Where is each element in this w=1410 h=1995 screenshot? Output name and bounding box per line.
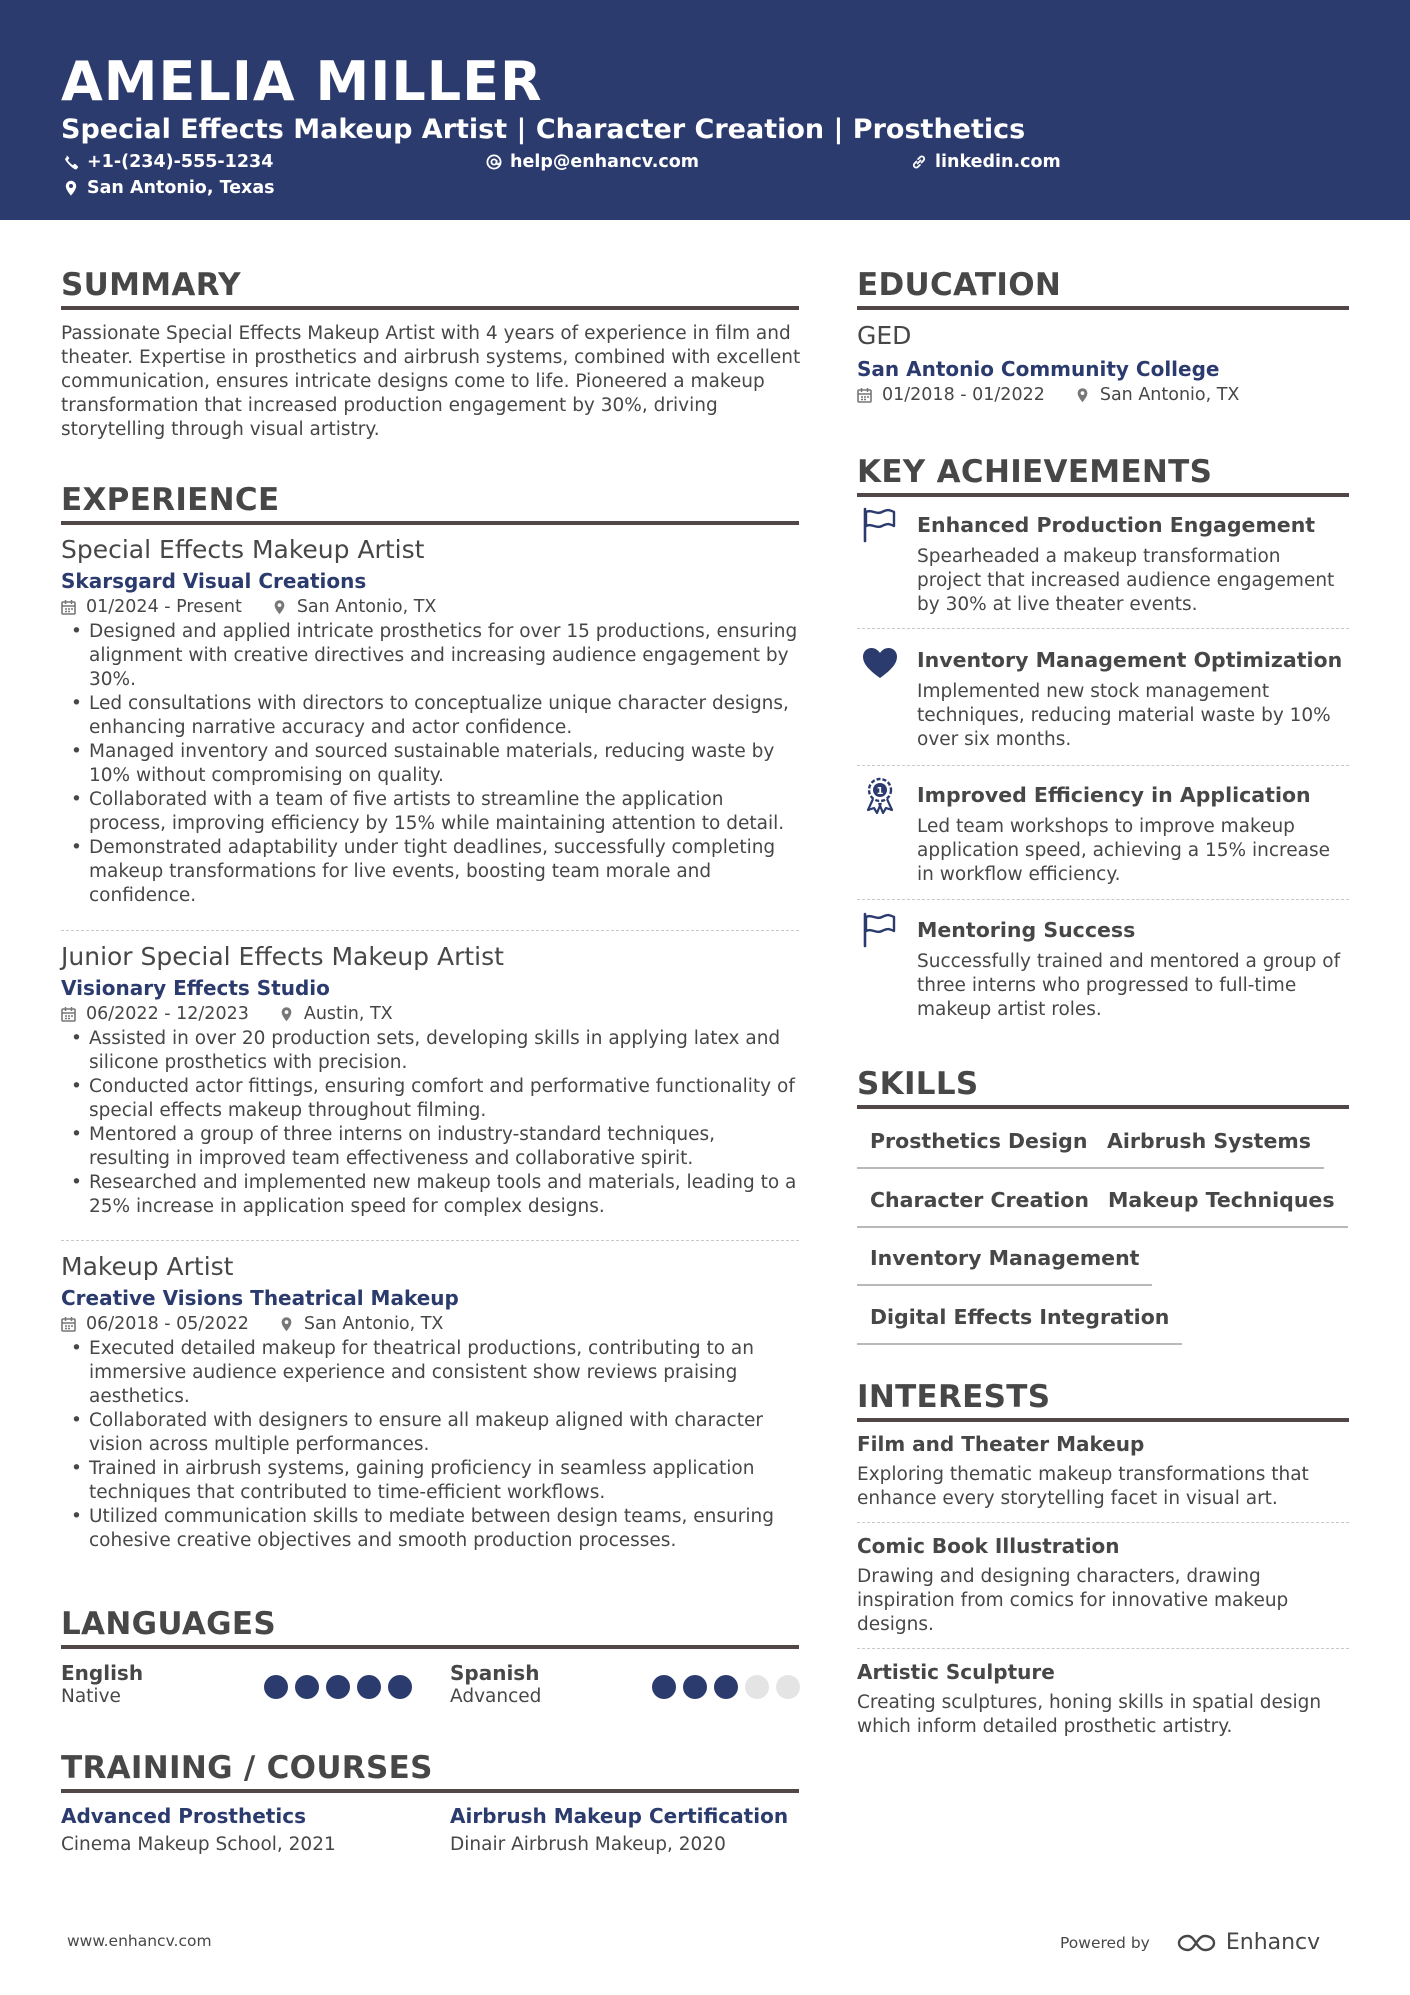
interests-heading: INTERESTS [857,1379,1051,1415]
interest-item [857,1533,1349,1637]
training-rule [61,1789,799,1793]
powered-by-text: Powered by [1060,1933,1150,1952]
language-item [450,1661,541,1709]
job-location: Austin, TX [303,1004,393,1024]
candidate-name: AMELIA MILLER [61,50,543,113]
job-meta [61,596,801,618]
summary-text: Passionate Special Effects Makeup Artist with 4 years of experience in film and theater. Expertise in prosthetics and airbrush systems, combined with excellent communication, ensures intricate designs come to life. Pioneered a makeup transformation that increased production engagement by 30%, driving storytelling through visual artistry. [61,323,801,440]
email-text: help@enhancv.com [510,152,700,172]
experience-rule [61,521,799,525]
contact-location [63,176,275,200]
job-bullets [61,1027,801,1219]
education-degree: GED [857,321,912,350]
language-name: Spanish [450,1661,540,1685]
list-item: • Trained in airbrush systems, gaining proficiency in seamless application techniques that contributed to time-efficient workflows. [61,1457,801,1505]
achievement-text: Implemented new stock management techniques, reducing material waste by 10% over six months. [917,681,1331,750]
achievement-divider [857,765,1349,766]
education-school: San Antonio Community College [857,357,1220,381]
achievement-title: Improved Efficiency in Application [917,783,1311,807]
languages-heading: LANGUAGES [61,1606,276,1642]
language-item [61,1661,143,1709]
skill-tag: Character Creation [857,1187,1102,1228]
language-rating [264,1675,419,1699]
list-item: • Utilized communication skills to mediate between design teams, ensuring cohesive creative objectives and smooth production processes. [61,1505,801,1553]
flag-icon [860,505,900,545]
interest-item [857,1431,1349,1511]
achievements-rule [857,493,1349,497]
job-role: Special Effects Makeup Artist [61,535,425,564]
achievement-divider [857,628,1349,629]
job-role: Junior Special Effects Makeup Artist [61,942,504,971]
job-dates: 06/2022 - 12/2023 [86,1004,249,1024]
candidate-title: Special Effects Makeup Artist | Character Creation | Prosthetics [61,114,1026,145]
job-meta [61,1313,801,1335]
footer-branding[interactable] [1060,1930,1320,1955]
map-pin-icon [279,1006,294,1022]
interest-title: Film and Theater Makeup [857,1432,1145,1456]
skill-tag: Digital Effects Integration [857,1304,1182,1345]
map-pin-icon [1075,387,1090,403]
rating-dot-filled [714,1675,738,1699]
skill-tag: Airbrush Systems [1094,1128,1324,1169]
svg-text:1: 1 [876,786,884,797]
rating-dot-filled [295,1675,319,1699]
list-item: • Designed and applied intricate prosthetics for over 15 productions, ensuring alignment with creative directives and increasing audience engagement by 30%. [61,620,801,692]
achievement-text: Spearheaded a makeup transformation project that increased audience engagement by 30% at live theater events. [917,546,1335,615]
course-item [450,1803,788,1857]
calendar-icon [61,1006,76,1022]
interest-divider [857,1522,1349,1523]
rating-dot-filled [264,1675,288,1699]
rating-dot-filled [652,1675,676,1699]
calendar-icon [61,599,76,615]
at-icon [486,154,502,170]
interest-title: Artistic Sculpture [857,1660,1055,1684]
linkedin-text: linkedin.com [935,152,1061,172]
rating-dot-empty [745,1675,769,1699]
languages-rule [61,1645,799,1649]
job-divider [61,1240,799,1241]
experience-heading: EXPERIENCE [61,482,280,518]
education-entry [857,320,1349,406]
interest-text: Exploring thematic makeup transformations that enhance every storytelling facet in visual art. [857,1464,1309,1509]
job-divider [61,930,799,931]
list-item: • Demonstrated adaptability under tight deadlines, successfully completing makeup transformations for live events, boosting team morale and confidence. [61,836,801,908]
education-location: San Antonio, TX [1099,385,1240,405]
course-detail: Dinair Airbrush Makeup, 2020 [450,1834,726,1855]
skill-tag: Inventory Management [857,1245,1152,1286]
education-heading: EDUCATION [857,267,1062,303]
footer-website[interactable]: www.enhancv.com [67,1932,212,1950]
list-item: • Collaborated with a team of five artists to streamline the application process, improving efficiency by 15% while maintaining attention to detail. [61,788,801,836]
experience-entry [61,1251,801,1553]
location-text: San Antonio, Texas [87,178,275,198]
brand-name: Enhancv [1225,1930,1321,1955]
map-pin-icon [279,1316,294,1332]
experience-entry [61,534,801,908]
map-pin-icon [63,180,79,196]
achievement-title: Inventory Management Optimization [917,648,1343,672]
achievement-title: Mentoring Success [917,918,1136,942]
course-title: Advanced Prosthetics [61,1804,306,1828]
rating-dot-filled [683,1675,707,1699]
map-pin-icon [272,599,287,615]
contact-phone[interactable] [63,150,273,174]
job-company: Creative Visions Theatrical Makeup [61,1286,459,1310]
job-company: Skarsgard Visual Creations [61,569,367,593]
job-role: Makeup Artist [61,1252,234,1281]
calendar-icon [61,1316,76,1332]
calendar-icon [857,387,872,403]
list-item: • Researched and implemented new makeup tools and materials, leading to a 25% increase in application speed for complex designs. [61,1171,801,1219]
education-dates: 01/2018 - 01/2022 [882,385,1045,405]
interest-text: Creating sculptures, honing skills in spatial design which inform detailed prosthetic artistry. [857,1692,1322,1737]
phone-icon [63,154,79,170]
enhancv-logo-icon [1176,1931,1222,1955]
achievement-text: Led team workshops to improve makeup application speed, achieving a 15% increase in workflow efficiency. [917,816,1330,885]
course-title: Airbrush Makeup Certification [450,1804,789,1828]
achievements-heading: KEY ACHIEVEMENTS [857,454,1213,490]
list-item: • Mentored a group of three interns on industry-standard techniques, resulting in improved team effectiveness and collaborative spirit. [61,1123,801,1171]
course-detail: Cinema Makeup School, 2021 [61,1834,336,1855]
award-ribbon-icon [860,775,900,815]
interests-rule [857,1418,1349,1422]
interest-text: Drawing and designing characters, drawing inspiration from comics for innovative makeup designs. [857,1566,1289,1635]
skill-tag: Prosthetics Design [857,1128,1100,1169]
achievement-item [917,512,1349,617]
link-icon [911,154,927,170]
list-item: • Led consultations with directors to conceptualize unique character designs, enhancing narrative accuracy and actor confidence. [61,692,801,740]
job-dates: 01/2024 - Present [86,597,242,617]
achievement-item [917,647,1349,752]
achievement-text: Successfully trained and mentored a group of three interns who progressed to full-time makeup artist roles. [917,951,1341,1020]
phone-text: +1-(234)-555-1234 [87,152,274,172]
job-bullets [61,1337,801,1553]
summary-heading: SUMMARY [61,267,241,303]
list-item: • Managed inventory and sourced sustainable materials, reducing waste by 10% without compromising on quality. [61,740,801,788]
job-bullets [61,620,801,908]
achievement-item [917,917,1349,1022]
course-item [61,1803,336,1857]
summary-rule [61,306,799,310]
contact-linkedin[interactable] [911,150,1061,174]
achievement-item [917,782,1349,887]
education-meta [857,384,1349,406]
language-name: English [61,1661,144,1685]
rating-dot-filled [357,1675,381,1699]
achievement-title: Enhanced Production Engagement [917,513,1316,537]
interest-divider [857,1648,1349,1649]
list-item: • Collaborated with designers to ensure all makeup aligned with character vision across multiple performances. [61,1409,801,1457]
list-item: • Assisted in over 20 production sets, developing skills in applying latex and silicone prosthetics with precision. [61,1027,801,1075]
rating-dot-filled [388,1675,412,1699]
interest-title: Comic Book Illustration [857,1534,1120,1558]
achievement-divider [857,899,1349,900]
language-level: Advanced [450,1686,542,1707]
skill-tag: Makeup Techniques [1095,1187,1348,1228]
flag-icon [860,910,900,950]
list-item: • Conducted actor fittings, ensuring comfort and performative functionality of special effects makeup throughout filming. [61,1075,801,1123]
rating-dot-empty [776,1675,800,1699]
rating-dot-filled [326,1675,350,1699]
heart-icon [860,643,900,683]
list-item: • Executed detailed makeup for theatrical productions, contributing to an immersive audience experience and consistent show reviews praising aesthetics. [61,1337,801,1409]
interest-item [857,1659,1349,1739]
skills-heading: SKILLS [857,1066,979,1102]
skills-rule [857,1105,1349,1109]
job-meta [61,1003,801,1025]
language-rating [652,1675,807,1699]
job-location: San Antonio, TX [303,1314,444,1334]
resume-header [0,0,1410,220]
experience-entry [61,941,801,1219]
job-company: Visionary Effects Studio [61,976,330,1000]
job-dates: 06/2018 - 05/2022 [86,1314,249,1334]
education-rule [857,306,1349,310]
job-location: San Antonio, TX [296,597,437,617]
contact-email[interactable] [486,150,699,174]
training-heading: TRAINING / COURSES [61,1750,433,1786]
language-level: Native [61,1686,121,1707]
